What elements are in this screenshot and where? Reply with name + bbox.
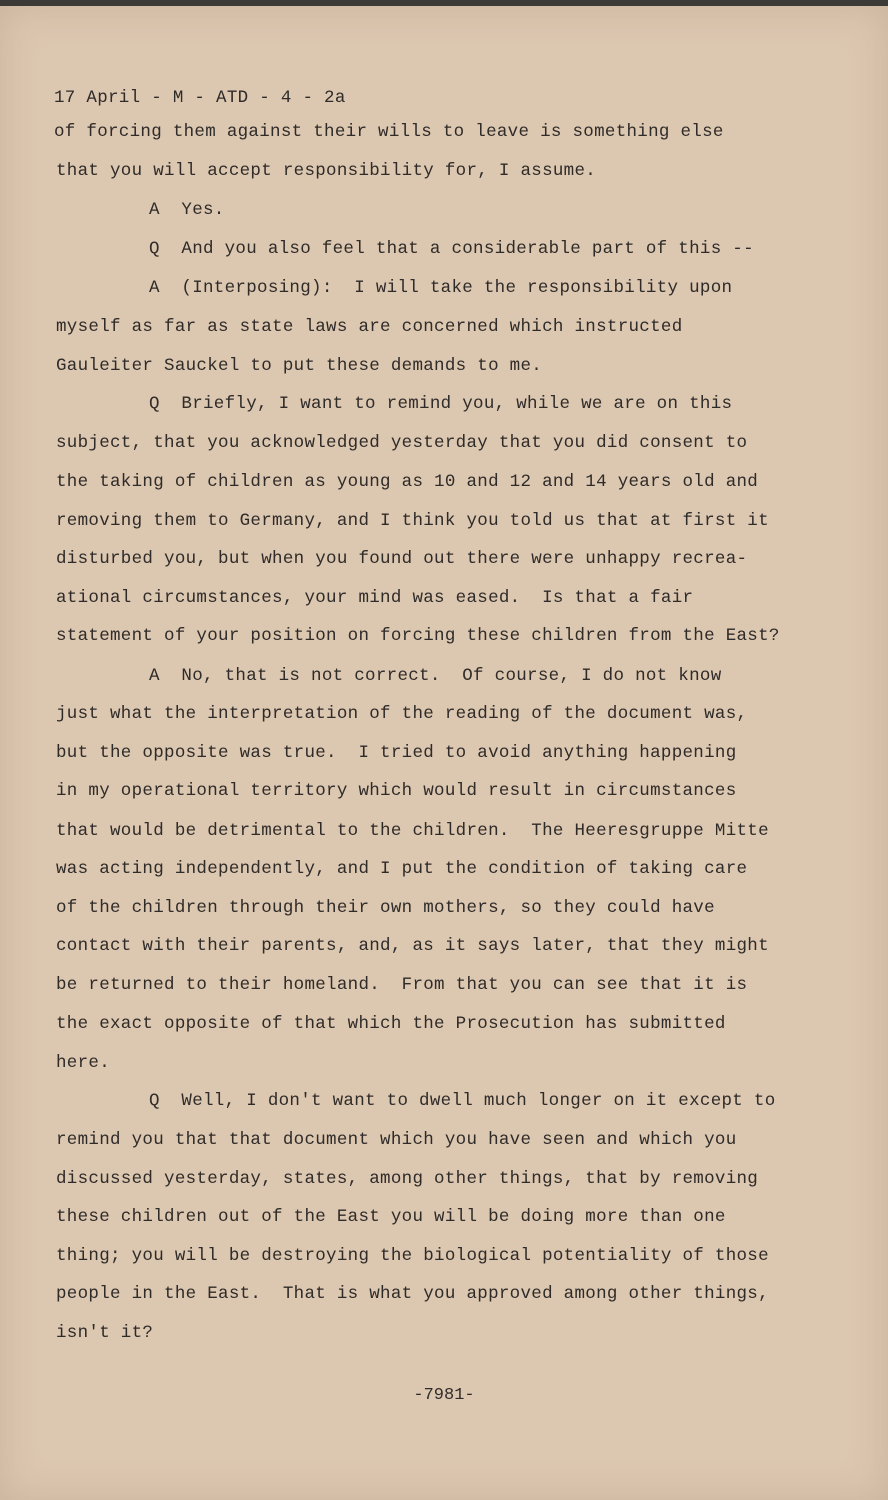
text-line: disturbed you, but when you found out there were unhappy recrea- [56,549,748,569]
text-line: Q Well, I don't want to dwell much longer on it except to [149,1091,776,1111]
text-line: of the children through their own mothers, so they could have [56,898,715,918]
page-header: 17 April - M - ATD - 4 - 2a [54,88,346,108]
text-line: was acting independently, and I put the condition of taking care [56,859,748,879]
transcript-page [0,6,888,1500]
text-line: but the opposite was true. I tried to avoid anything happening [56,743,737,763]
text-line: Q And you also feel that a considerable part of this -- [149,239,754,259]
text-line: A Yes. [149,200,225,220]
text-line: statement of your position on forcing these children from the East? [56,626,780,646]
text-line: here. [56,1053,111,1073]
text-line: the exact opposite of that which the Prosecution has submitted [56,1014,726,1034]
text-line: A No, that is not correct. Of course, I do not know [149,666,722,686]
text-line: in my operational territory which would result in circumstances [56,781,737,801]
text-line: people in the East. That is what you approved among other things, [56,1284,769,1304]
text-line: removing them to Germany, and I think you told us that at first it [56,511,769,531]
text-line: isn't it? [56,1323,154,1343]
text-line: just what the interpretation of the reading of the document was, [56,704,748,724]
text-line: contact with their parents, and, as it says later, that they might [56,936,769,956]
text-line: ational circumstances, your mind was eased. Is that a fair [56,588,694,608]
text-line: A (Interposing): I will take the responsibility upon [149,278,733,298]
text-line: discussed yesterday, states, among other things, that by removing [56,1169,759,1189]
text-line: thing; you will be destroying the biological potentiality of those [56,1246,769,1266]
text-line: Gauleiter Sauckel to put these demands to me. [56,356,543,376]
text-line: of forcing them against their wills to leave is something else [54,122,724,142]
page-number: -7981- [413,1386,475,1405]
text-line: be returned to their homeland. From that you can see that it is [56,975,748,995]
text-line: that you will accept responsibility for, I assume. [56,161,597,181]
text-line: that would be detrimental to the children. The Heeresgruppe Mitte [56,821,769,841]
text-line: remind you that that document which you have seen and which you [56,1130,737,1150]
text-line: subject, that you acknowledged yesterday that you did consent to [56,433,748,453]
text-line: myself as far as state laws are concerned which instructed [56,317,683,337]
text-line: these children out of the East you will be doing more than one [56,1207,726,1227]
text-line: Q Briefly, I want to remind you, while we are on this [149,394,733,414]
text-line: the taking of children as young as 10 and 12 and 14 years old and [56,472,759,492]
